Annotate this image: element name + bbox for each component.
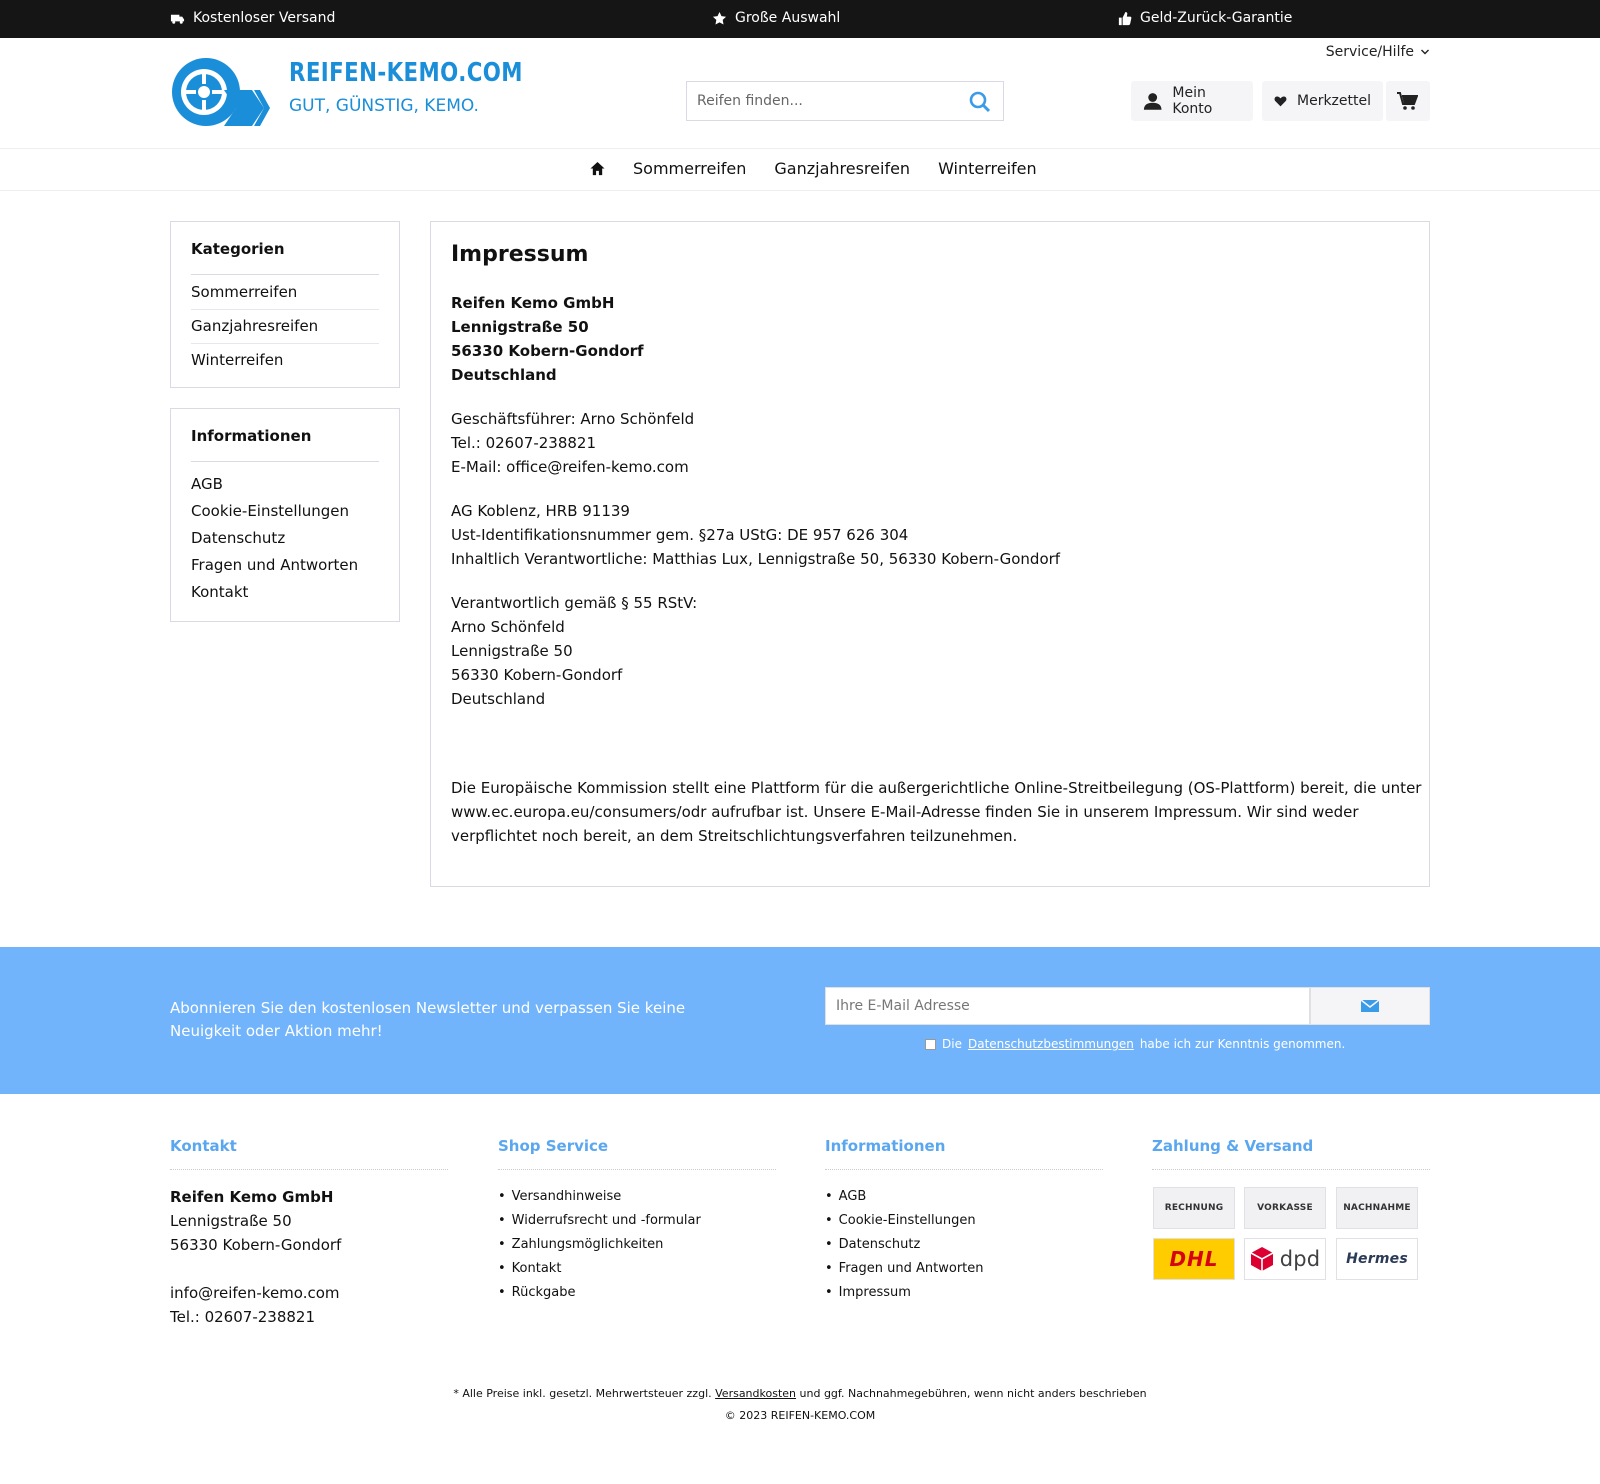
newsletter-email-input[interactable]: [826, 988, 1309, 1024]
account-button[interactable]: [1131, 81, 1253, 121]
address-line: Lennigstraße 50: [451, 318, 589, 336]
footer-link-cookies[interactable]: • Cookie-Einstellungen: [825, 1209, 1103, 1233]
logo-subtitle: GUT, GÜNSTIG, KEMO.: [289, 96, 479, 116]
wishlist-button[interactable]: [1262, 81, 1383, 121]
footer-link-faq[interactable]: • Fragen und Antworten: [825, 1257, 1103, 1281]
usp-selection-label: Große Auswahl: [735, 10, 841, 26]
divider: [191, 343, 379, 344]
rstv-line: 56330 Kobern-Gondorf: [451, 666, 623, 684]
tire-logo-icon: [170, 56, 272, 128]
footer-link-agb[interactable]: • AGB: [825, 1185, 1103, 1209]
dpd-cube-icon: [1250, 1246, 1274, 1272]
search-box: [686, 81, 1004, 121]
address-line: 56330 Kobern-Gondorf: [451, 342, 644, 360]
divider: [191, 274, 379, 275]
footer-company: Reifen Kemo GmbH: [170, 1188, 334, 1206]
main-nav: [0, 148, 1600, 191]
sidebar-item-kontakt[interactable]: Kontakt: [191, 583, 249, 601]
footer-contact-title: Kontakt: [170, 1137, 237, 1155]
sidebar-item-cookies[interactable]: Cookie-Einstellungen: [191, 502, 350, 520]
carrier-label: dpd: [1279, 1247, 1321, 1271]
divider: [170, 1169, 448, 1170]
sidebar-item-faq[interactable]: Fragen und Antworten: [191, 556, 359, 574]
divider: [825, 1169, 1103, 1170]
copyright: © 2023 REIFEN-KEMO.COM: [724, 1409, 876, 1422]
usp-selection: [712, 10, 840, 26]
carrier-hermes-logo: [1336, 1238, 1418, 1280]
price-notice-pre: * Alle Preise inkl. gesetzl. Mehrwertsteuer zzgl.: [453, 1387, 712, 1400]
newsletter-section: [0, 947, 1600, 1094]
service-menu-label: Service/Hilfe: [1325, 44, 1414, 60]
payment-vorkasse: [1244, 1187, 1326, 1229]
footer-address-line: 56330 Kobern-Gondorf: [170, 1236, 342, 1254]
logo[interactable]: [170, 56, 523, 128]
newsletter-submit-button[interactable]: [1310, 987, 1430, 1025]
footer-link-impressum[interactable]: • Impressum: [825, 1281, 1103, 1305]
address-line: Reifen Kemo GmbH: [451, 294, 615, 312]
nav-item-sommerreifen[interactable]: Sommerreifen: [633, 159, 747, 178]
sidebar-item-datenschutz[interactable]: Datenschutz: [191, 529, 286, 547]
odr-notice: [451, 776, 1421, 848]
sidebar-item-sommerreifen[interactable]: Sommerreifen: [191, 283, 298, 301]
footer-payment-title: Zahlung & Versand: [1152, 1137, 1314, 1155]
user-icon: [1143, 90, 1162, 112]
register-info: [451, 499, 1060, 571]
sidebar-item-winterreifen[interactable]: Winterreifen: [191, 351, 284, 369]
cart-button[interactable]: [1386, 81, 1430, 121]
sidebar-item-agb[interactable]: AGB: [191, 475, 223, 493]
footer-shop-service: [498, 1137, 776, 1305]
payment-label: NACHNAHME: [1343, 1203, 1411, 1213]
search-icon[interactable]: [969, 91, 991, 113]
wishlist-label: Merkzettel: [1297, 93, 1371, 109]
divider: [191, 461, 379, 462]
managing-director: Geschäftsführer: Arno Schönfeld: [451, 410, 695, 428]
consent-post: habe ich zur Kenntnis genommen.: [1139, 1037, 1346, 1051]
footer-phone: Tel.: 02607-238821: [170, 1308, 315, 1326]
payment-label: RECHNUNG: [1164, 1203, 1224, 1213]
carrier-dpd-logo: [1244, 1238, 1326, 1280]
payment-rechnung: [1153, 1187, 1235, 1229]
footer-link-datenschutz[interactable]: • Datenschutz: [825, 1233, 1103, 1257]
usp-guarantee-label: Geld-Zurück-Garantie: [1140, 10, 1293, 26]
logo-title: REIFEN-KEMO.COM: [289, 58, 523, 88]
odr-line: www.ec.europa.eu/consumers/odr aufrufbar ist. Unsere E-Mail-Adresse finden Sie in unserem Impressum. Wir sind weder: [451, 803, 1359, 821]
newsletter-email-box: [825, 987, 1310, 1025]
usp-shipping: [170, 10, 335, 26]
price-notice-post: und ggf. Nachnahmegebühren, wenn nicht anders beschrieben: [799, 1387, 1147, 1400]
star-icon: [712, 11, 727, 26]
company-address: [451, 291, 644, 387]
footer-payment-shipping: [1152, 1137, 1430, 1185]
footer-contact: [170, 1137, 448, 1329]
carrier-label: Hermes: [1346, 1251, 1408, 1267]
footer-address-line: Lennigstraße 50: [170, 1212, 292, 1230]
rstv-line: Arno Schönfeld: [451, 618, 565, 636]
register-court: AG Koblenz, HRB 91139: [451, 502, 630, 520]
price-notice: [0, 1387, 1600, 1400]
phone: Tel.: 02607-238821: [451, 434, 596, 452]
rstv-line: Lennigstraße 50: [451, 642, 573, 660]
footer-service-title: Shop Service: [498, 1137, 609, 1155]
odr-line: Die Europäische Kommission stellt eine Plattform für die außergerichtliche Online-Streitbeilegung (OS-Plattform) bereit, die unter: [451, 779, 1422, 797]
contact-info: [451, 407, 694, 479]
consent-pre: Die: [942, 1037, 962, 1051]
sidebar-information: [170, 408, 400, 622]
footer-link-rueckgabe[interactable]: • Rückgabe: [498, 1281, 776, 1305]
thumbs-up-icon: [1117, 11, 1132, 26]
rstv-line: Deutschland: [451, 690, 546, 708]
newsletter-consent: [925, 1037, 1345, 1051]
cart-icon: [1396, 90, 1418, 112]
usp-shipping-label: Kostenloser Versand: [193, 10, 336, 26]
rstv-responsible: [451, 591, 697, 711]
truck-icon: [170, 11, 185, 26]
footer-link-widerruf[interactable]: • Widerrufsrecht und -formular: [498, 1209, 776, 1233]
odr-line: verpflichtet noch bereit, an dem Streitschlichtungsverfahren teilzunehmen.: [451, 827, 1018, 845]
usp-guarantee: [1117, 10, 1292, 26]
privacy-link[interactable]: Datenschutzbestimmungen: [967, 1037, 1134, 1051]
footer-info-title: Informationen: [825, 1137, 946, 1155]
top-bar: [0, 0, 1600, 38]
email: E-Mail: office@reifen-kemo.com: [451, 458, 689, 476]
nav-item-ganzjahresreifen[interactable]: Ganzjahresreifen: [774, 159, 911, 178]
nav-item-winterreifen[interactable]: Winterreifen: [938, 159, 1037, 178]
heart-icon: [1274, 90, 1287, 112]
divider: [191, 309, 379, 310]
rstv-line: Verantwortlich gemäß § 55 RStV:: [451, 594, 698, 612]
impressum-content: [430, 221, 1430, 887]
footer-link-versandhinweise[interactable]: • Versandhinweise: [498, 1185, 776, 1209]
consent-checkbox[interactable]: [925, 1039, 936, 1050]
footer-information: [825, 1137, 1103, 1305]
carrier-label: DHL: [1169, 1247, 1219, 1271]
sidebar-information-title: Informationen: [191, 427, 312, 445]
envelope-icon: [1360, 998, 1380, 1014]
footer-email[interactable]: info@reifen-kemo.com: [170, 1284, 340, 1302]
carrier-dhl-logo: [1153, 1238, 1235, 1280]
footer-link-zahlung[interactable]: • Zahlungsmöglichkeiten: [498, 1233, 776, 1257]
payment-label: VORKASSE: [1257, 1203, 1313, 1213]
search-input[interactable]: [687, 82, 947, 120]
vat-id: Ust-Identifikationsnummer gem. §27a UStG: DE 957 626 304: [451, 526, 909, 544]
sidebar-categories: [170, 221, 400, 388]
footer-link-kontakt[interactable]: • Kontakt: [498, 1257, 776, 1281]
chevron-down-icon: [1420, 47, 1430, 57]
divider: [1152, 1169, 1430, 1170]
newsletter-text: Abonnieren Sie den kostenlosen Newsletter und verpassen Sie keine Neuigkeit oder Aktion mehr!: [170, 999, 686, 1040]
content-responsible: Inhaltlich Verantwortliche: Matthias Lux, Lennigstraße 50, 56330 Kobern-Gondorf: [451, 550, 1061, 568]
divider: [498, 1169, 776, 1170]
sidebar-categories-title: Kategorien: [191, 240, 285, 258]
service-menu[interactable]: [1326, 44, 1430, 60]
sidebar-item-ganzjahresreifen[interactable]: Ganzjahresreifen: [191, 317, 319, 335]
payment-nachnahme: [1336, 1187, 1418, 1229]
page-title: Impressum: [451, 242, 589, 267]
account-label: Mein Konto: [1172, 85, 1213, 117]
address-line: Deutschland: [451, 366, 557, 384]
shipping-costs-link[interactable]: Versandkosten: [715, 1387, 797, 1400]
home-icon[interactable]: [590, 161, 605, 176]
